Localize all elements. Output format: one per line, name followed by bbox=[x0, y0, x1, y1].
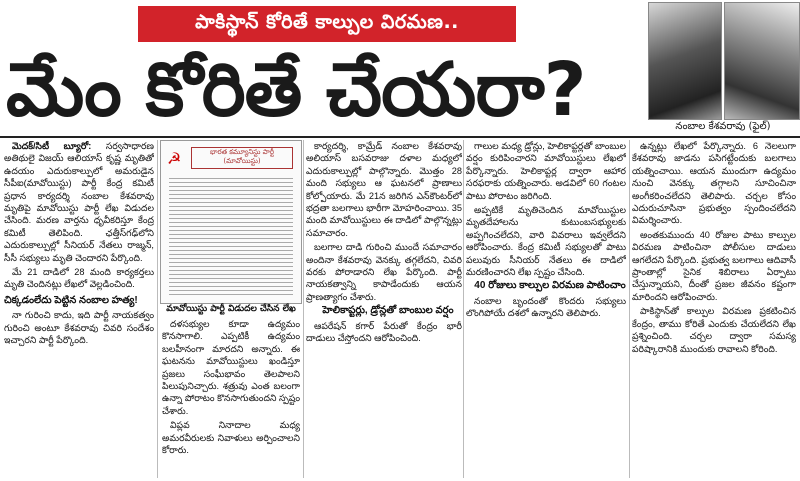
column-1 bbox=[4, 140, 154, 478]
column-divider bbox=[463, 140, 464, 478]
col3-paragraph-1: కార్యదర్శి, కామ్రేడ్ నంబాల కేశవరావు అలియాస్ బసవరాజు దళాల మధ్యలో ఎదురుకాల్పుల్లో పాల్గొన్నారు. మొత్తం 28 మంది సభ్యులు ఆ ఘటనలో ప్రాణాలు కోల్పోయారు. మే 21న జరిగిన ఎన్‌కౌంటర్‌లో భద్రతా బలగాలు భారీగా మోహరించాయి. 35 మంది మావోయిస్టులు ఈ దాడిలో పాల్గొన్నట్లు సమాచారం. bbox=[306, 141, 462, 238]
main-headline: మేం కోరితే చేయరా? bbox=[6, 47, 586, 133]
col1-paragraph-2: మే 21 దాడిలో 28 మంది కార్యకర్తలు మృతి చెందినట్లు లేఖలో వెల్లడించింది. bbox=[4, 267, 154, 290]
col3-subhead: హెలికాప్టర్లు, డ్రోన్లతో బాంబుల వర్షం bbox=[322, 305, 454, 317]
col4-subhead: 40 రోజులు కాల్పుల విరమణ పాటించాం bbox=[474, 280, 626, 292]
col2-paragraph-1: దళసభ్యుల కూడా ఉద్యమం కొనసాగాలి. ఎప్పటికీ ఉద్యమం బలహీనంగా మారదని అన్నారు. ఈ ఘటనను మావోయిస్టులు ఖండిస్తూ ప్రజలు సంఘీభావం తెలపాలని పిలుపునిచ్చారు. శత్రువు ఎంత బలంగా ఉన్నా పోరాటం కొనసాగుతుందని స్పష్టం చేశారు. bbox=[162, 319, 300, 416]
col2-paragraph-2: విప్లవ నినాదాల మధ్య అమరవీరులకు నివాళులు అర్పించాలని కోరారు. bbox=[162, 420, 300, 456]
letter-image bbox=[160, 140, 302, 304]
col4-paragraph-2: అప్పటికే మృతిచెందిన మావోయిస్టుల మృతదేహాలను కుటుంబసభ్యులకు అప్పగించలేదని, వారి వివరాలు ఇవ్వలేదని ఆరోపించారు. కేంద్ర కమిటీ సభ్యులతో పాటు పలువురు సీనియర్ నేతలు ఈ దాడిలో మరణించారని లేఖ స్పష్టం చేసింది. bbox=[466, 205, 626, 278]
portrait-photo bbox=[648, 2, 722, 120]
column-5 bbox=[632, 140, 796, 478]
column-divider bbox=[157, 140, 158, 478]
photo-strip bbox=[646, 0, 800, 120]
hammer-sickle-icon: ☭ bbox=[167, 149, 182, 168]
column-divider bbox=[303, 140, 304, 478]
col1-paragraph-1: సర్వసాధారణ అతిథులై విజయ్ ఆలియాస్ కృష్ణ మృతితో ఉదయం ఎదురుకాల్పులో అమరుడైన సీపీఐ(మావోయిస్టు) పార్టీ కేంద్ర కమిటీ ప్రధాన కార్యదర్శి నంబాల కేశవరావు మృతిపై మావోయిస్టు పార్టీ లేఖ విడుదల చేసింది. మరణ వార్తను ధృవీకరిస్తూ కేంద్ర కమిటీ తెలిపింది. ఛత్తీస్‌గఢ్‌లోని ఎదురుకాల్పుల్లో సీనియర్ నేతలు రాజ్మన్, సీసీ సభ్యులు మృతి చెందారని పేర్కొంది. bbox=[4, 141, 154, 263]
col5-paragraph-3: పాకిస్థాన్‌తో కాల్పుల విరమణ ప్రకటించిన కేంద్రం, తాము కోరితే ఎందుకు చేయలేదని లేఖ ప్రశ్నించింది. చర్చల ద్వారా సమస్య పరిష్కారానికి ముందుకు రావాలని కోరింది. bbox=[632, 306, 796, 354]
letter-caption: మావోయిస్టు పార్టీ విడుదల చేసిన లేఖ bbox=[166, 304, 296, 314]
column-3 bbox=[306, 140, 462, 478]
col5-paragraph-1: ఉన్నట్లు లేఖలో పేర్కొన్నారు. 6 నెలలుగా కేశవరావు జాడను పసిగట్టేందుకు బలగాలు యత్నించాయి. ఆయన ముందుగా ఉద్యమం నుంచి వెనక్కు తగ్గాలని సూచించినా అంగీకరించలేదని తెలిపారు. చర్చల కోసం ఎదురుచూసినా ప్రభుత్వం స్పందించలేదని విమర్శించారు. bbox=[632, 141, 796, 226]
col4-paragraph-3: నంబాల బృందంతో కొందరు సభ్యులు లొంగిపోయే దశలో ఉన్నారని తెలిపారు. bbox=[466, 295, 626, 319]
col5-paragraph-2: అంతకుముందు 40 రోజుల పాటు కాల్పుల విరమణ పాటించినా పోలీసుల దాడులు ఆగలేదని పేర్కొంది. ప్రభుత్వ బలగాలు ఆదివాసీ ప్రాంతాల్లో సైనిక శిబిరాలు ఏర్పాటు చేస్తున్నాయని, దీంతో ప్రజల జీవనం కష్టంగా మారిందని ఆరోపించారు. bbox=[632, 229, 796, 302]
banner-kicker: పాకిస్థాన్ కోరితే కాల్పుల విరమణ.. bbox=[138, 6, 516, 42]
dateline: మెదక్/సిటీ బ్యూరో: bbox=[12, 141, 92, 151]
letter-text-lines bbox=[169, 175, 293, 295]
letter-header: భారత కమ్యూనిస్టు పార్టీ (మావోయిస్టు) bbox=[191, 147, 293, 169]
col1-subhead: చిక్కడంలేదు పెట్టిన నంబాల హత్య! bbox=[4, 294, 138, 306]
header-rule bbox=[0, 136, 800, 138]
column-2 bbox=[162, 318, 300, 478]
col4-paragraph-1: గాలుల మధ్య డ్రోన్లు, హెలికాప్టర్లతో బాంబుల వర్షం కురిపించారని మావోయిస్టులు లేఖలో పేర్కొన్నారు. హెలికాప్టర్ల ద్వారా ఆహార సరఫరాకు యత్నించారు. అడవిలో 60 గంటల పాటు పోరాటం జరిగింది. bbox=[466, 141, 626, 201]
col3-paragraph-3: ఆపరేషన్ కగార్ పేరుతో కేంద్రం భారీ దాడులు చేస్తోందని ఆరోపించింది. bbox=[306, 320, 462, 344]
deceased-photo bbox=[724, 2, 800, 120]
photo-caption: నంబాల కేశవరావు (ఫైల్) bbox=[675, 121, 771, 132]
col1-paragraph-3: నా గురించి కాదు, ఇది పార్టీ నాయకత్వం గురించి అంటూ కేశవరావు చివరి సందేశం ఇచ్చారని పార్టీ పేర్కొంది. bbox=[4, 310, 154, 346]
column-divider bbox=[629, 140, 630, 478]
col3-paragraph-2: బలగాల దాడి గురించి ముందే సమాచారం అందినా కేశవరావు వెనక్కు తగ్గలేదని, చివరి వరకు పోరాడారని లేఖ పేర్కొంది. పార్టీ నాయకత్వాన్ని కాపాడేందుకు ఆయన ప్రాణత్యాగం చేశారు. bbox=[306, 242, 462, 302]
column-4 bbox=[466, 140, 626, 478]
